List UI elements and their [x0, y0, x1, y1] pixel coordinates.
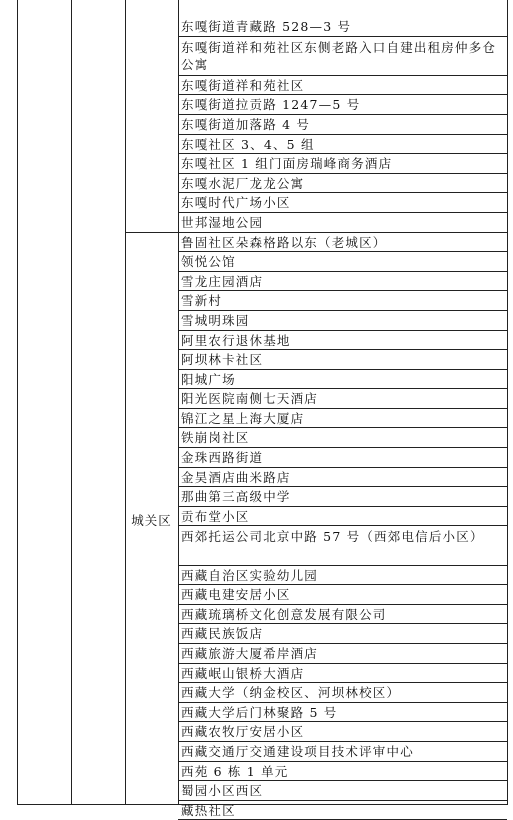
- location-cell: 那曲第三高级中学: [178, 487, 507, 507]
- location-cell: 阳光医院南侧七天酒店: [178, 389, 507, 409]
- location-cell: 西藏旅游大厦希岸酒店: [178, 644, 507, 664]
- location-cell: 西藏电建安居小区: [178, 585, 507, 605]
- location-cell: 东嘎街道拉贡路 1247—5 号: [178, 95, 507, 115]
- location-cell: 阿里农行退休基地: [178, 331, 507, 351]
- location-cell: 金珠西路街道: [178, 448, 507, 468]
- location-cell: 领悦公馆: [178, 252, 507, 272]
- location-cell: 鲁固社区朵森格路以东（老城区）: [178, 233, 507, 253]
- location-cell: 东嘎水泥厂龙龙公寓: [178, 174, 507, 194]
- table-border-left: [17, 0, 18, 805]
- location-cell: 铁崩岗社区: [178, 428, 507, 448]
- location-list: [178, 17, 507, 820]
- location-cell: 世邦湿地公园: [178, 213, 507, 233]
- location-cell: 锦江之星上海大厦店: [178, 409, 507, 429]
- location-cell: 雪龙庄园酒店: [178, 272, 507, 292]
- location-cell: 西苑 6 栋 1 单元: [178, 762, 507, 782]
- location-cell: 东嘎社区 1 组门面房瑞峰商务酒店: [178, 154, 507, 174]
- location-cell: 阳城广场: [178, 370, 507, 390]
- location-cell: 东嘎街道加落路 4 号: [178, 115, 507, 135]
- table-column-divider: [71, 0, 72, 805]
- location-cell: 贡布堂小区: [178, 507, 507, 527]
- location-cell: 东嘎街道青藏路 528—3 号: [178, 17, 507, 37]
- table-border-right: [507, 0, 508, 805]
- location-cell: 西藏农牧厅安居小区: [178, 722, 507, 742]
- location-cell: 藏热社区: [178, 801, 507, 820]
- location-cell: 东嘎社区 3、4、5 组: [178, 135, 507, 155]
- location-cell: 雪城明珠园: [178, 311, 507, 331]
- district-label: 城关区: [131, 513, 172, 528]
- location-cell: 西藏琉璃桥文化创意发展有限公司: [178, 605, 507, 625]
- location-cell: 东嘎时代广场小区: [178, 193, 507, 213]
- location-cell: 东嘎街道祥和苑社区: [178, 76, 507, 96]
- location-cell: 阿坝林卡社区: [178, 350, 507, 370]
- location-cell: 金昊酒店曲米路店: [178, 468, 507, 488]
- location-cell: 西郊托运公司北京中路 57 号（西郊电信后小区）: [178, 526, 507, 565]
- location-cell: 西藏大学后门林聚路 5 号: [178, 703, 507, 723]
- location-cell: 蜀园小区西区: [178, 781, 507, 801]
- table-column-divider: [125, 0, 126, 805]
- location-cell: 西藏交通厅交通建设项目技术评审中心: [178, 742, 507, 762]
- location-cell: 西藏大学（纳金校区、河坝林校区）: [178, 683, 507, 703]
- location-cell: 东嘎街道祥和苑社区东侧老路入口自建出租房仲多仓公寓: [178, 37, 507, 76]
- location-cell: 雪新村: [178, 291, 507, 311]
- location-cell: 西藏岷山银桥大酒店: [178, 664, 507, 684]
- location-cell: 西藏自治区实验幼儿园: [178, 566, 507, 586]
- group-divider: [125, 232, 178, 233]
- location-cell: 西藏民族饭店: [178, 624, 507, 644]
